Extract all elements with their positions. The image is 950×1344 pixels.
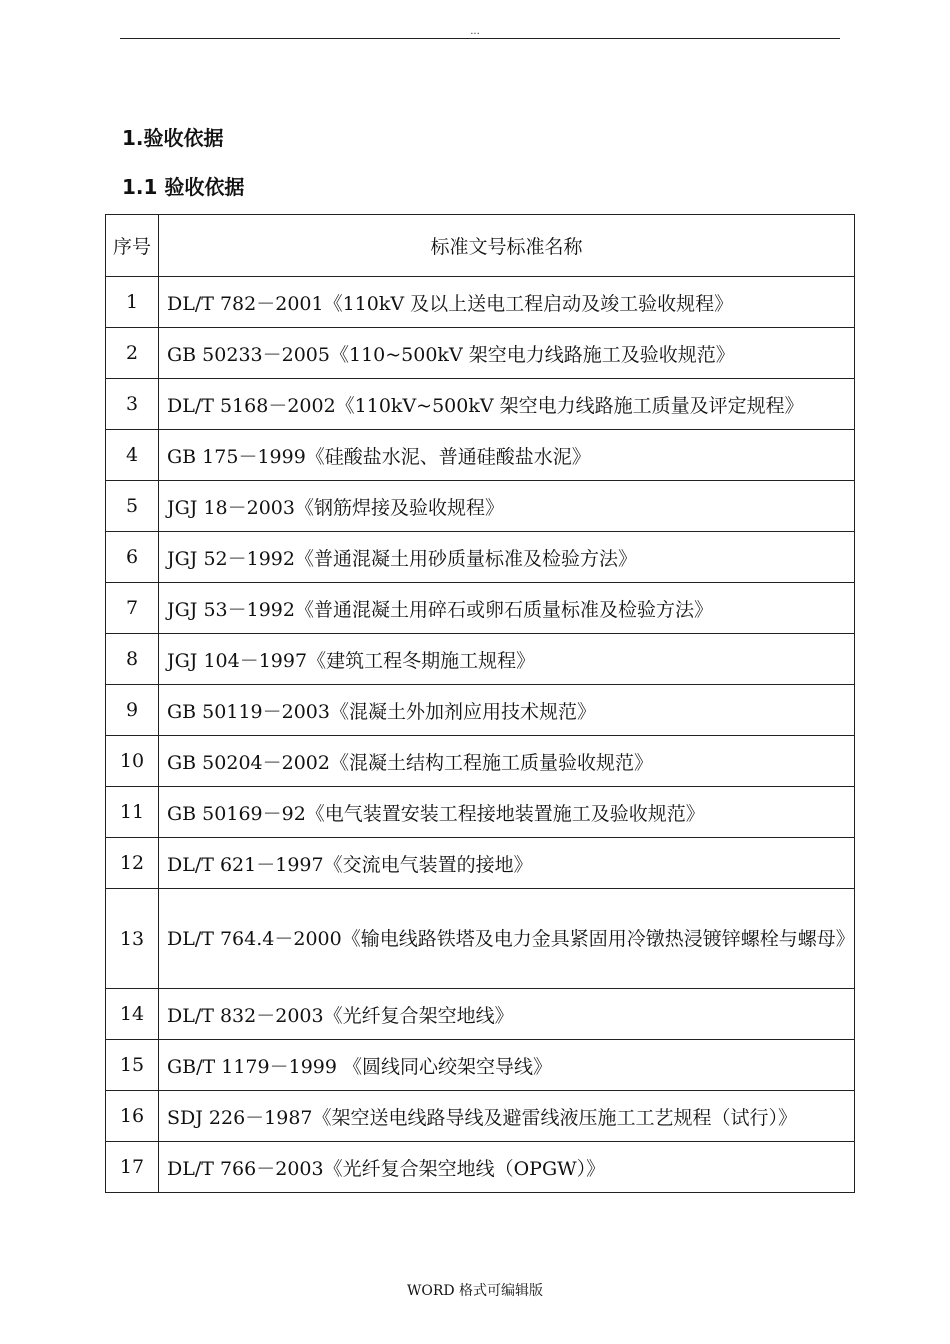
row-standard: JGJ 18－2003《钢筋焊接及验收规程》	[159, 481, 855, 532]
row-number: 16	[106, 1091, 159, 1142]
table-row	[106, 685, 855, 736]
table-row	[106, 277, 855, 328]
header-cell-number: 序号	[106, 215, 159, 277]
footer-text: WORD 格式可编辑版	[406, 1283, 544, 1299]
subsection-title: 1.1 验收依据	[122, 175, 245, 199]
row-number: 1	[106, 277, 159, 328]
table-row	[106, 989, 855, 1040]
row-standard: JGJ 52－1992《普通混凝土用砂质量标准及检验方法》	[159, 532, 855, 583]
row-standard: DL/T 766－2003《光纤复合架空地线（OPGW）》	[159, 1142, 855, 1193]
section-title: 1.验收依据	[122, 126, 224, 150]
row-number: 5	[106, 481, 159, 532]
table-row	[106, 583, 855, 634]
table-row	[106, 532, 855, 583]
row-number: 15	[106, 1040, 159, 1091]
header-cell-name: 标准文号标准名称	[159, 215, 855, 277]
table-row	[106, 787, 855, 838]
row-standard: GB 50233－2005《110~500kV 架空电力线路施工及验收规范》	[159, 328, 855, 379]
row-number: 10	[106, 736, 159, 787]
table-row	[106, 379, 855, 430]
table-row	[106, 1040, 855, 1091]
row-standard: DL/T 5168－2002《110kV~500kV 架空电力线路施工质量及评定规程》	[159, 379, 855, 430]
table-row	[106, 430, 855, 481]
table-row	[106, 1142, 855, 1193]
row-standard: JGJ 53－1992《普通混凝土用碎石或卵石质量标准及检验方法》	[159, 583, 855, 634]
header-rule	[120, 38, 840, 39]
header-mark: ...	[470, 26, 480, 37]
table-row	[106, 736, 855, 787]
table-row	[106, 634, 855, 685]
row-standard: GB 50169－92《电气装置安装工程接地装置施工及验收规范》	[159, 787, 855, 838]
row-standard: GB 50204－2002《混凝土结构工程施工质量验收规范》	[159, 736, 855, 787]
row-number: 17	[106, 1142, 159, 1193]
row-standard: DL/T 782－2001《110kV 及以上送电工程启动及竣工验收规程》	[159, 277, 855, 328]
row-standard: SDJ 226－1987《架空送电线路导线及避雷线液压施工工艺规程（试行）》	[159, 1091, 855, 1142]
row-standard: GB/T 1179－1999 《圆线同心绞架空导线》	[159, 1040, 855, 1091]
table-row	[106, 1091, 855, 1142]
row-number: 7	[106, 583, 159, 634]
row-number: 2	[106, 328, 159, 379]
row-number: 14	[106, 989, 159, 1040]
table-header-row	[106, 215, 855, 277]
row-number: 4	[106, 430, 159, 481]
row-standard: DL/T 832－2003《光纤复合架空地线》	[159, 989, 855, 1040]
row-number: 11	[106, 787, 159, 838]
table-row	[106, 838, 855, 889]
table-row	[106, 889, 855, 989]
table-row	[106, 328, 855, 379]
row-standard: GB 50119－2003《混凝土外加剂应用技术规范》	[159, 685, 855, 736]
row-standard: DL/T 621－1997《交流电气装置的接地》	[159, 838, 855, 889]
row-standard: GB 175－1999《硅酸盐水泥、普通硅酸盐水泥》	[159, 430, 855, 481]
row-number: 9	[106, 685, 159, 736]
row-number: 13	[106, 889, 159, 989]
row-number: 12	[106, 838, 159, 889]
row-number: 6	[106, 532, 159, 583]
row-standard: DL/T 764.4－2000《输电线路铁塔及电力金具紧固用冷镦热浸镀锌螺栓与螺母》	[159, 889, 855, 989]
table-row	[106, 481, 855, 532]
row-number: 3	[106, 379, 159, 430]
standards-table	[105, 214, 855, 1193]
row-number: 8	[106, 634, 159, 685]
row-standard: JGJ 104－1997《建筑工程冬期施工规程》	[159, 634, 855, 685]
